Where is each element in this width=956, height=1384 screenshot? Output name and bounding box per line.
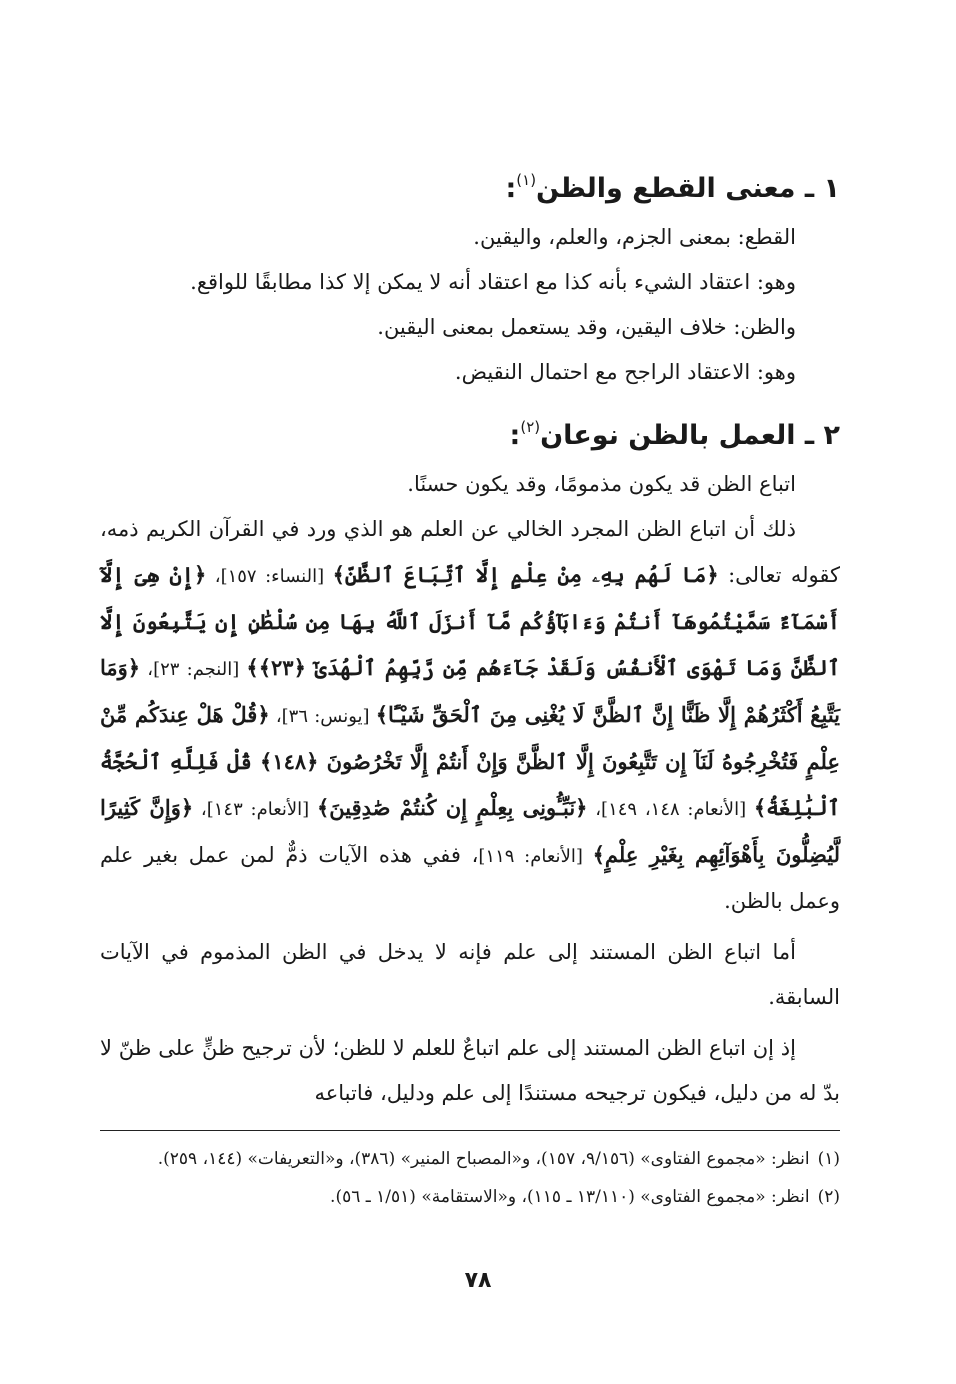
quran-verse: ﴿وَإِنَّ كَثِيرًا لَّيُضِلُّونَ بِأَهْوَآئِهِم بِغَيْرِ عِلْمٍ﴾ <box>100 795 840 867</box>
section-2-intro: اتباع الظن قد يكون مذمومًا، وقد يكون حسنًا. <box>407 472 796 496</box>
section-2-colon: : <box>509 420 521 451</box>
footnote-1 <box>100 1144 840 1174</box>
definition-qat-detail: وهو: اعتقاد الشيء بأنه كذا مع اعتقاد أنه لا يمكن إلا كذا مطابقًا للواقع. <box>190 270 796 294</box>
verse-reference: [النجم: ٢٣]، <box>140 659 247 680</box>
verse-reference: [الأنعام: ١٤٣]، <box>193 799 317 820</box>
footnote-ref-1: (١) <box>516 171 537 189</box>
definition-qat: القطع: بمعنى الجزم، والعلم، واليقين. <box>473 225 796 249</box>
quran-verse: ﴿نَبِّـُٔونِى بِعِلْمٍ إِن كُنتُمْ صَٰدِقِينَ﴾ <box>316 795 588 820</box>
quran-verse: ﴿وَمَا يَتَّبِعُ أَكْثَرُهُمْ إِلَّا ظَنًّا إِنَّ ٱلظَّنَّ لَا يُغْنِى مِنَ ٱلْحَقِّ شَيْـًٔا﴾ <box>100 655 841 727</box>
footnote-text: انظر: «مجموع الفتاوى» (١٣/١١٠ ـ ١١٥)، و«الاستقامة» (١/٥١ ـ ٥٦). <box>330 1187 810 1207</box>
verse-reference: [النساء: ١٥٧]، <box>206 566 333 587</box>
footnote-text: انظر: «مجموع الفتاوى» (٩/١٥٦، ١٥٧)، و«المصباح المنير» (٣٨٦)، و«التعريفات» (١٤٤، ٢٥٩). <box>157 1149 810 1169</box>
section-1-colon: : <box>505 173 517 204</box>
section-1-heading <box>100 158 840 211</box>
paragraph-tarjih: إذ إن اتباع الظن المستند إلى علم اتباعٌ للعلم لا للظن؛ لأن ترجيح ظنٍّ على ظنّ لا بدّ له من دليل، فيكون ترجيحه مستندًا إلى علم ودليل، فاتباعه <box>100 1036 840 1105</box>
footnote-ref-2: (٢) <box>520 418 541 436</box>
section-2-heading <box>100 405 840 458</box>
section-2-title: ٢ ـ العمل بالظن نوعان <box>540 420 840 451</box>
quran-evidence-paragraph <box>100 507 840 924</box>
footnotes <box>100 1144 840 1220</box>
paragraph-text: ذلك أن اتباع الظن المجرد الخالي عن العلم هو الذي ورد في القرآن الكريم ذمه، كقوله تعالى: <box>100 517 840 587</box>
footnote-number: (٢) <box>817 1187 840 1207</box>
definition-zann: والظن: خلاف اليقين، وقد يستعمل بمعنى اليقين. <box>377 315 796 339</box>
quran-verse: ﴿مَا لَهُم بِهِۦ مِنْ عِلْمٍ إِلَّا ٱتِّبَاعَ ٱلظَّنِّ﴾ <box>332 562 719 587</box>
page-body <box>100 158 840 1116</box>
footnote-separator <box>100 1130 840 1131</box>
footnote-2 <box>100 1182 840 1212</box>
footnote-number: (١) <box>817 1149 840 1169</box>
verse-reference: [الأنعام: ١٤٨، ١٤٩]، <box>587 799 754 820</box>
paragraph-grounded-zann: أما اتباع الظن المستند إلى علم فإنه لا يدخل في الظن المذموم في الآيات السابقة. <box>100 940 840 1009</box>
definition-zann-detail: وهو: الاعتقاد الراجح مع احتمال النقيض. <box>454 360 796 384</box>
quran-verse: ﴿قُلْ هَلْ عِندَكُم مِّنْ عِلْمٍ فَتُخْرِجُوهُ لَنَآ إِن تَتَّبِعُونَ إِلَّا ٱلظَّنَّ وَإِنْ أَنتُمْ إِلَّا تَخْرُصُونَ ﴿١٤٨﴾ قُلْ فَلِلَّهِ ٱلْحُجَّةُ ٱلْبَٰلِغَةُ﴾ <box>100 702 840 820</box>
section-1-title: ١ ـ معنى القطع والظن <box>536 173 840 204</box>
verse-reference: [الأنعام: ١١٩] <box>478 846 593 867</box>
quran-verse: ﴿إِنْ هِىَ إِلَّآ أَسْمَآءٌ سَمَّيْتُمُوهَآ أَنتُمْ وَءَابَآؤُكُم مَّآ أَنزَلَ ٱللَّهُ بِهَا مِن سُلْطَٰنٍ إِن يَتَّبِعُونَ إِلَّا ٱلظَّنَّ وَمَا تَهْوَى ٱلْأَنفُسُ وَلَقَدْ جَآءَهُم مِّن رَّبِّهِمُ ٱلْهُدَىٰٓ ﴿٢٣﴾﴾ <box>100 562 840 680</box>
verse-reference: [يونس: ٣٦]، <box>269 706 376 727</box>
page-number: ٧٨ <box>464 1268 492 1293</box>
paragraph-text: ، ففي هذه الآيات ذمٌّ لمن عمل بغير علم وعمل بالظن. <box>100 843 840 913</box>
